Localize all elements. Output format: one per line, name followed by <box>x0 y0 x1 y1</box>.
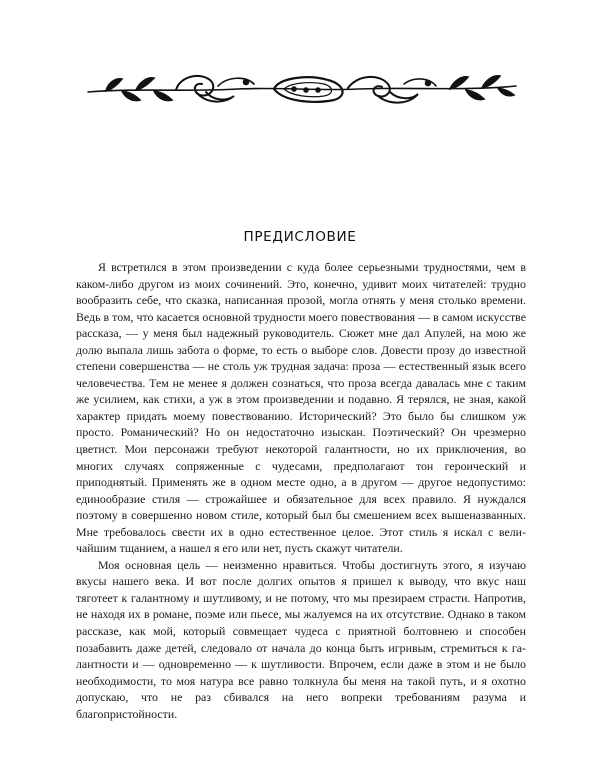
paragraph: Я встретился в этом произведении с куда более серьезными трудностями, чем в каком-либо другом из моих сочинений. Это, конечно, удивит моих читателей: трудно вообразить себе, что сказка, написанная прозой, могла отнять у меня столько времени. Ведь в том, что касается основной трудности моего повествования — в самом искусстве рассказа, — у меня был надежный руководитель. Сюжет мне дал Апулей, на мою же долю выпала лишь забота о форме, то есть о выборе слов. Довести прозу до известной степени совершенства — не столь уж трудная задача: проза — естественный язык всего человечества. Тем не менее я должен сознаться, что проза всегда давалась мне с таким же усилием, как стихи, а уж в этом произведении и подавно. Я терялся, не зная, какой характер придать моему повествованию. Исторический? Это было бы слишком уж просто. Романический? Но он недостаточно изыскан. Поэтический? Он чрезмерно цветист. Мои персонажи требуют некоторой галантности, но их приключения, во многих случаях сопряженные с чудесами, предполагают тон героический и приподнятый. Применять же в одном месте одно, а в другом — другое недопустимо: единообразие стиля — строжайшее и обязательное для всех правило. Я нуждался поэтому в совершенно новом стиле, который был бы смешением всех вышеназванных. Мне требовалось свести их в одно естественное целое. Этот стиль я искал с величайшим тщанием, а нашел я его или нет, пусть скажут читатели. <box>76 260 526 556</box>
body-text <box>76 259 526 722</box>
decorative-floral-scroll-icon <box>78 62 524 112</box>
page-title: ПРЕДИСЛОВИЕ <box>243 229 357 245</box>
paragraph: Моя основная цель — неизменно нравиться. Чтобы достигнуть этого, я изучаю вкусы нашего века. И вот после долгих опытов я пришел к выводу, что вкус наш тяготеет к галантному и шутливому, и не потому, что мы презираем страсти. Напротив, не находя их в романе, поэме или пьесе, мы жалуемся на их отсутствие. Однако в таком рассказе, как мой, который совмещает чудеса с приятной болтовнею и способен позабавить даже детей, следовало от начала до конца быть игривым, стремиться к галантности и — одновременно — к шутливости. Впрочем, если даже в этом и не было необходимости, то моя натура все равно толкнула бы меня на такой путь, и я охотно допускаю, что не раз сбивался на него вопреки требованиям разума и благопристойности. <box>76 557 526 721</box>
